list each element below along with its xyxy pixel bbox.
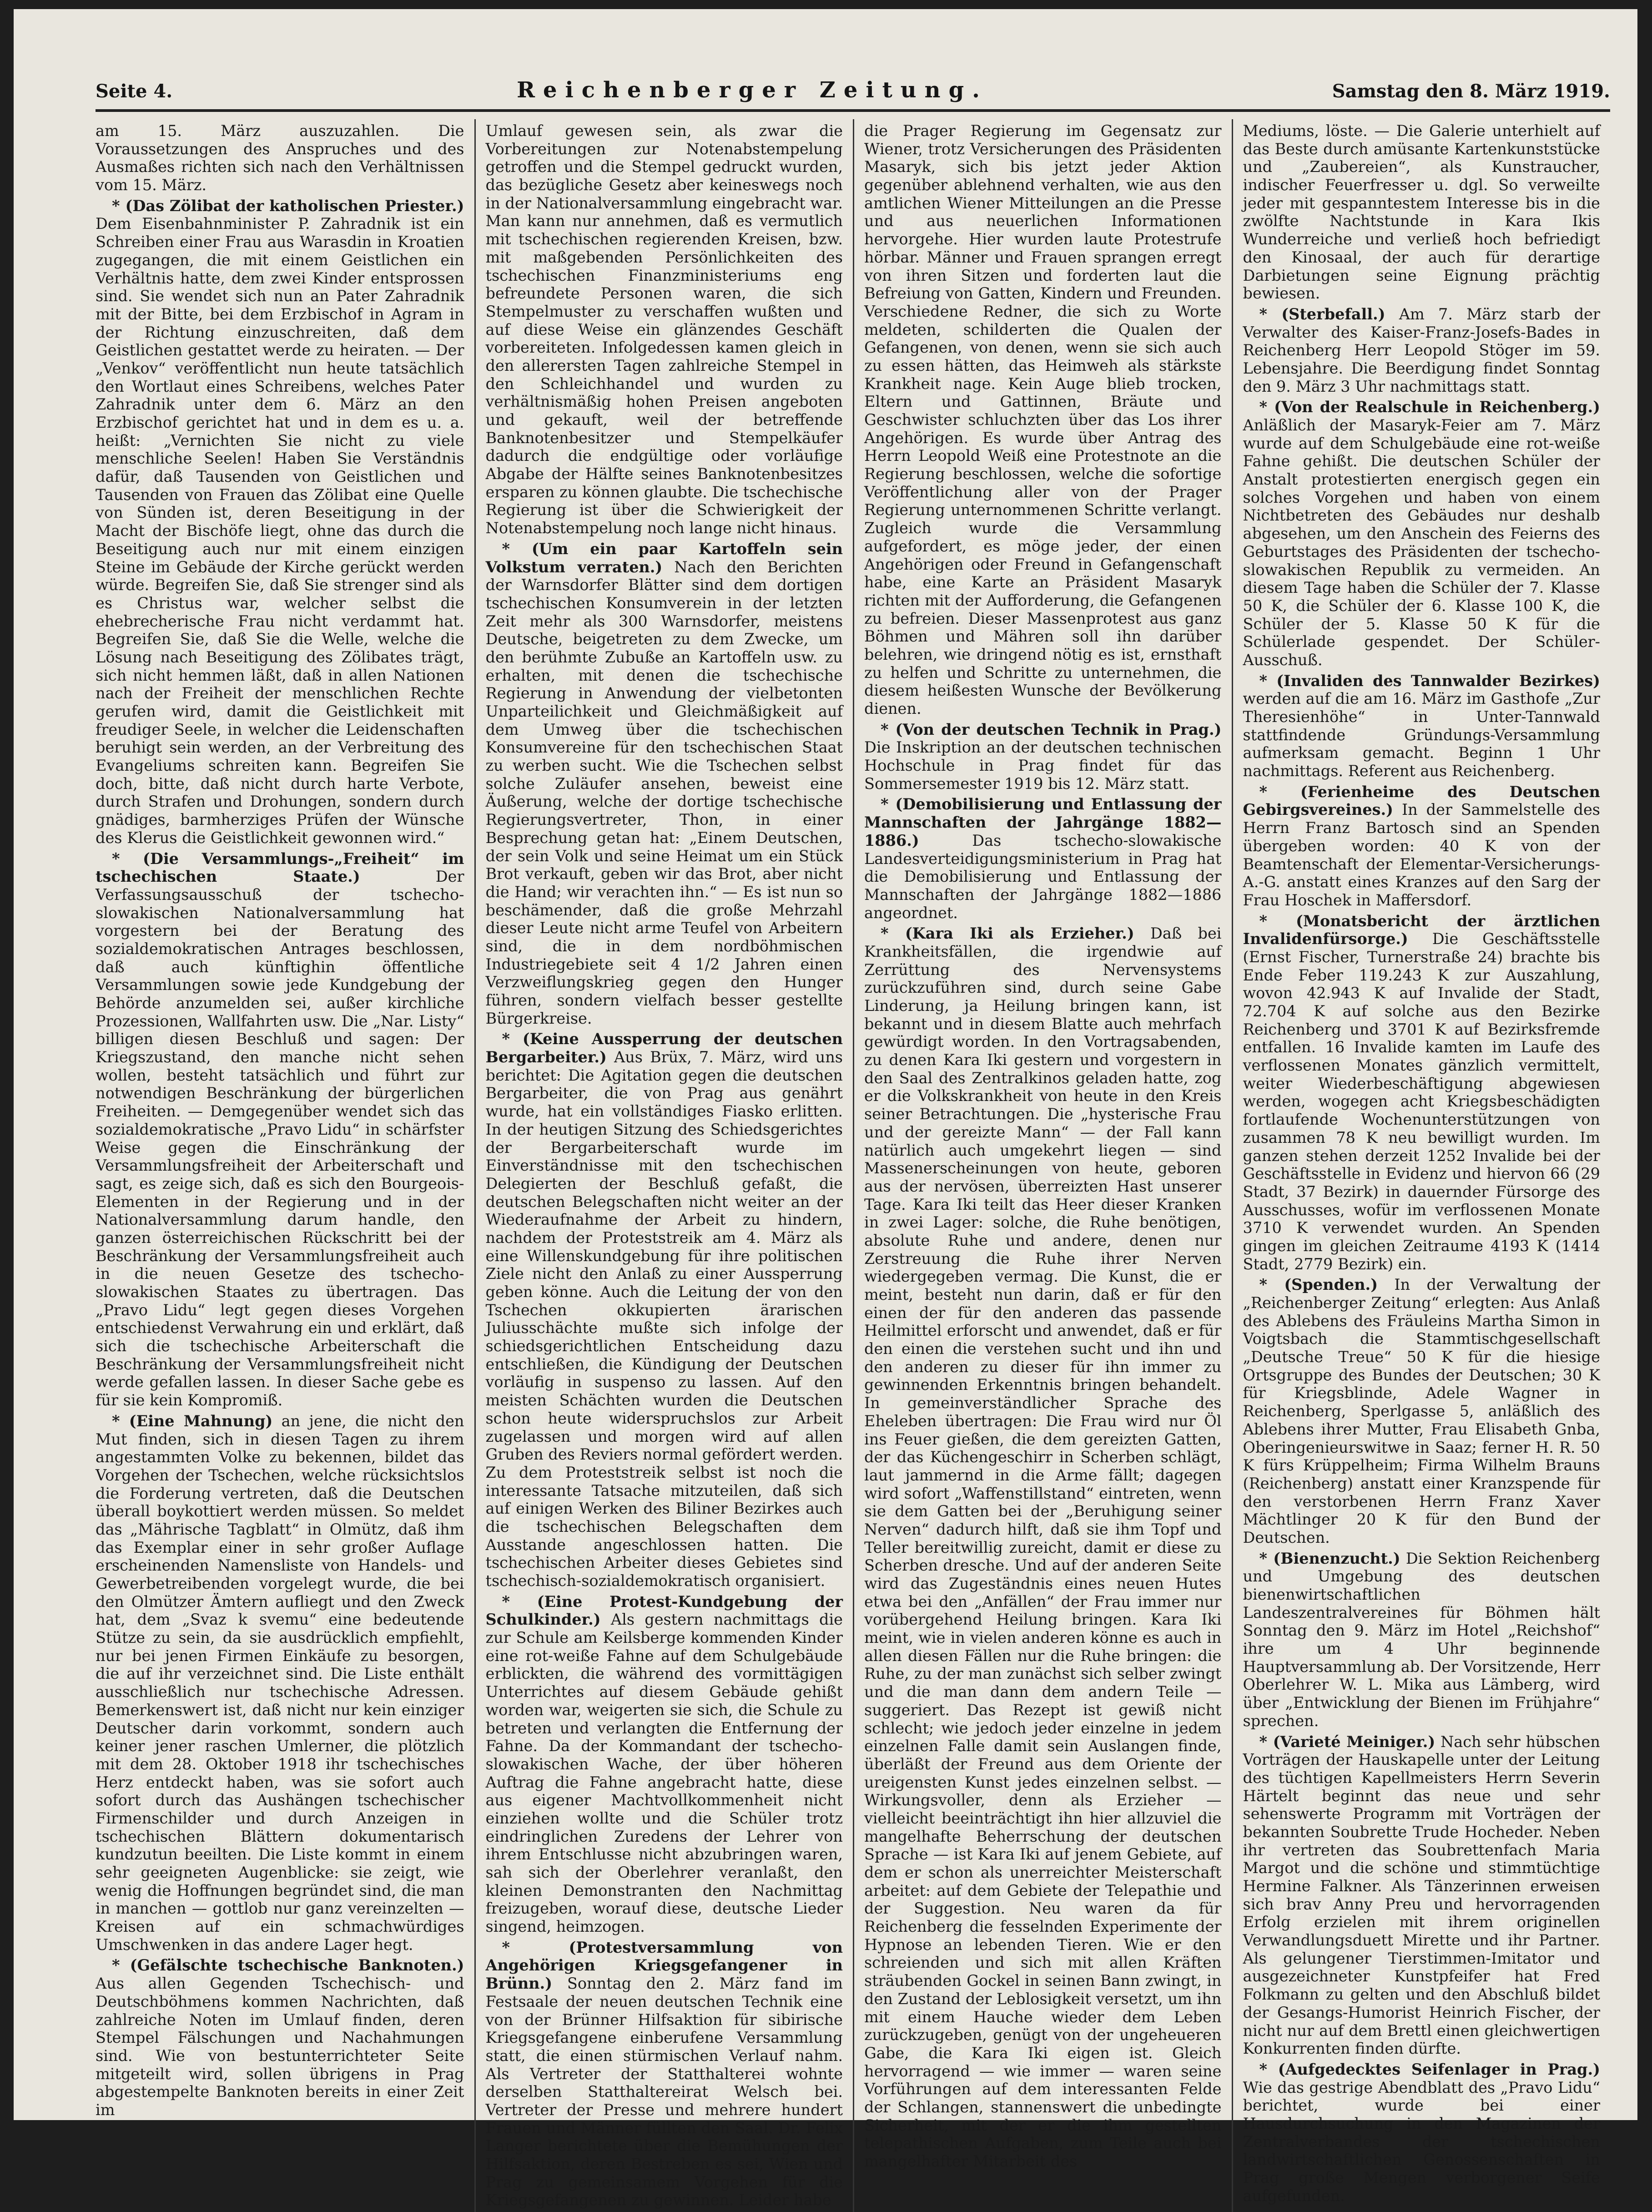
article-text: Als gestern nachmittags die zur Schule am Keilsberge kommenden Kinder eine rot-weiße Fahne auf dem Schulgebäude erblickten, die während des vormittägigen Unterrichtes auf diesem Gebäude gehißt worden war, weigerten sie sich, die Schule zu betreten und verlangten die Entfernung der Fahne. Da der Kommandant der tschecho-slowakischen Wache, der über höheren Auftrag die Fahne angebracht hatte, diese aus eigener Machtvollkommenheit nicht einziehen wollte und die Schüler trotz eindringlichen Zuredens der Lehrer von ihrem Entschlusse nicht abzubringen waren, sah sich der Oberlehrer veranlaßt, den kleinen Demonstranten den Nachmittag freizugeben, worauf diese, deutsche Lieder singend, heimzogen. [485,1611,843,1936]
article-text: Daß bei Krankheitsfällen, die irgendwie auf Zerrüttung des Nervensystems zurückzuführen sind, durch seine Gabe Linderung, ja Heilung bringen kann, ist bekannt und in diesem Blatte auch mehrfach gewürdigt worden. In den Vortragsabenden, zu denen Kara Iki gestern und vorgestern in den Saal des Zentralkinos geladen hatte, zog er die Volkskrankheit von heute in den Kreis seiner Betrachtungen. Die „hysterische Frau und der gereizte Mann“ — der Fall kann natürlich auch umgekehrt liegen — sind Massenerscheinungen von heute, geboren aus der nervösen, überreizten Hast unserer Tage. Kara Iki teilt das Heer dieser Kranken in zwei Lager: solche, die Ruhe benötigen, absolute Ruhe und andere, denen nur Zerstreuung die Ruhe ihrer Nerven wiedergegeben vermag. Die Kunst, die er meint, besteht nun darin, daß er für den einen der für den anderen das passende Heilmittel erforscht und anwendet, daß er für den einen die verstehen sucht und ihn und den anderen zu dieser für ihn immer zu gewinnenden Erkenntnis bringen behandelt. In gemeinverständlicher Sprache des Eheleben übertragen: Die Frau wird nur Öl ins Feuer gießen, die dem gereizten Gatten, der das Küchengeschirr in Scherben schlägt, laut jammernd in die Arme fällt; dagegen wird sofort „Waffenstillstand“ eintreten, wenn sie dem Gatten bei der „Beruhigung seiner Nerven“ dadurch hilft, daß sie ihm Topf und Teller bereitwillig zureicht, damit er diese zu Scherben dresche. Und auf der anderen Seite wird das Zugeständnis eines neuen Hutes etwa bei den „Anfällen“ der Frau immer nur vorübergehend Heilung bringen. Kara Iki meint, wie in vielen anderen könne es auch in allen diesen Fällen nur die Ruhe bringen: die Ruhe, zu der man zunächst sich selber zwingt und die man dann dem andern Teile — suggeriert. Das Rezept ist gewiß nicht schlecht; wie jedoch jeder einzelne in jedem einzelnen Falle damit sein Auslangen finde, überläßt der Freund aus dem Oriente der ureigensten Kunst jedes einzelnen selbst. — Wirkungsvoller, denn als Erzieher — vielleicht beeinträchtigt ihn hier allzuviel die mangelhafte Beherrschung der deutschen Sprache — ist Kara Iki auf jenem Gebiete, auf dem er schon als unerreichter Meisterschaft arbeitet: auf dem Gebiete der Telepathie und der Suggestion. Neu waren da für Reichenberg die fesselnden Experimente der Hypnose an lebenden Tieren. Wie er den schreienden und sich mit allen Kräften sträubenden Gockel in seinen Bann zwingt, in den Zustand der Leblosigkeit versetzt, um ihn mit einem Hauche wieder dem Leben zurückzugeben, genügt von der ungeheueren Gabe, die Kara Iki eigen ist. Gleich hervorragend — wie immer — waren seine Vorführungen auf dem interessanten Felde der Schlangen, stannenswert die unbedingte Sicherheit, mit der er die ihm gestellten telepathischen Aufgaben, zum Teile auch bei mangelhafter Mitarbeit des [864,924,1222,2170]
article-text: werden auf die am 16. März im Gasthofe „Zur Theresienhöhe“ in Unter-Tannwald stattfindende Gründungs-Versammlung aufmerksam gemacht. Beginn 1 Uhr nachmittags. Referent aus Reichenberg. [1243,690,1600,780]
article-paragraph [96,1956,464,2119]
article-paragraph [1243,305,1601,395]
newspaper-title: Reichenberger Zeitung. [517,77,988,103]
article-text: Mediums, löste. — Die Galerie unterhielt auf das Beste durch amüsante Kartenkunststücke und „Zaubereien“, als Kunstraucher, indischer Feuerfresser u. dgl. So verweilte jeder mit gespanntestem Interesse bis in die zwölfte Nachtstunde in Kara Ikis Wunderreiche und verließ hoch befriedigt den Kinosaal, der auch für derartige Darbietungen seine Eignung prächtig bewiesen. [1243,122,1600,303]
article-paragraph [96,1412,464,1954]
article-heading: * (Eine Protest-Kundgebung der Schulkinder.) [485,1592,843,1629]
article-paragraph [1243,912,1601,1273]
article-heading: * (Demobilisierung und Entlassung der Mannschaften der Jahrgänge 1882—1886.) [864,795,1222,849]
article-paragraph [486,1593,843,1936]
article-paragraph [1243,2060,1601,2205]
article-text: Sonntag den 2. März fand im Festsaale der neuen deutschen Technik eine von der Brünner Hilfsaktion für sibirische Kriegsgefangene einberufene Versammlung statt, die einen stürmischen Verlauf nahm. Als Vertreter der Statthalterei wohnte derselben Statthaltereirat Welsch bei. Vertreter der Presse und mehrere hundert Frauen und Männer füllten den Saal. Dr. Felix Langer berichtete über die Bemühungen der Hilfsaktion, deren Bestreben es sei, Wien und Prag zu gemeinsamem Vorgehen für die Kriegsgefangenen zu gewinnen. Leider habe [485,1975,843,2209]
article-text: Anläßlich der Masaryk-Feier am 7. März wurde auf dem Schulgebäude eine rot-weiße Fahne gehißt. Die deutschen Schüler der Anstalt protestierten energisch gegen ein solches Vorgehen und haben von einem Nichtbetreten des Gebäudes nur deshalb abgesehen, um den Anschein des Feierns des Geburtstages des Präsidenten der tschecho-slowakischen Republik zu vermeiden. An diesem Tage haben die Schüler der 7. Klasse 50 K, die Schüler der 6. Klasse 100 K, die Schüler der 5. Klasse 50 K für die Schülerlade gespendet. Der Schüler-Ausschuß. [1243,416,1600,669]
issue-date: Samstag den 8. März 1919. [1332,81,1610,102]
article-heading: * (Um ein paar Kartoffeln sein Volkstum verraten.) [485,540,843,576]
article-text: In der Verwaltung der „Reichenberger Zeitung“ erlegten: Aus Anlaß des Ablebens des Fräuleins Martha Simon in Voigtsbach die Stammtischgesellschaft „Deutsche Treue“ 50 K für die hiesige Ortsgruppe des Bundes der Deutschen; 30 K für Kriegsblinde, Adele Wagner in Reichenberg, Sperlgasse 5, anläßlich des Ablebens ihrer Mutter, Frau Elisabeth Gnba, Oberingenieurswitwe in Saaz; ferner H. R. 50 K fürs Krüppelheim; Firma Wilhelm Brauns (Reichenberg) anstatt einer Kranzspende für den verstorbenen Herrn Franz Xaver Mächtlinger 20 K für den Bund der Deutschen. [1243,1276,1600,1546]
article-heading: * (Bienenzucht.) [1259,1549,1400,1567]
article-paragraph [1243,672,1601,780]
column-3 [853,119,1232,2212]
column-2 [474,119,853,2212]
article-heading: * (Ferienheime des Deutschen Gebirgsvereines.) [1243,783,1600,819]
article-heading: * (Das Zölibat der katholischen Priester.) [112,197,464,215]
article-columns [96,119,1610,2209]
article-text: In der Sammelstelle des Herrn Franz Bartosch sind an Spenden übergeben worden: 40 K von der Beamtenschaft der Elementar-Versicherungs-A.-G. anstatt eines Kranzes auf den Sarg der Frau Hoschek in Maffersdorf. [1243,801,1600,909]
article-text: Das tschecho-slowakische Landesverteidigungsministerium in Prag hat die Demobilisierung und Entlassung der Mannschaften der Jahrgänge 1882—1886 angeordnet. [864,831,1222,922]
article-heading: * (Eine Mahnung) [112,1412,273,1430]
article-paragraph [864,924,1222,2170]
article-text: Am 7. März starb der Verwalter des Kaiser-Franz-Josefs-Bades in Reichenberg Herr Leopold Stöger im 59. Lebensjahre. Die Beerdigung findet Sonntag den 9. März 3 Uhr nachmittags statt. [1243,305,1601,395]
article-text: Die Sektion Reichenberg und Umgebung des deutschen bienenwirtschaftlichen Landeszentralvereines für Böhmen hält Sonntag den 9. März im Hotel „Reichshof“ ihre um 4 Uhr beginnende Hauptversammlung ab. Der Vorsitzende, Herr Oberlehrer W. L. Mika aus Lämberg, wird über „Entwicklung der Bienen im Frühjahre“ sprechen. [1243,1549,1600,1730]
article-text: an jene, die nicht den Mut finden, sich in diesen Tagen zu ihrem angestammten Volke zu bekennen, bildet das Vorgehen der Tschechen, welche rücksichtslos die Forderung vertreten, daß die Deutschen überall boykottiert werden müssen. So meldet das „Mährische Tagblatt“ in Olmütz, daß ihm das Exemplar einer in sehr großer Auflage erscheinenden Namensliste von Handels- und Gewerbetreibenden vorgelegt wurde, die bei den Olmützer Ämtern aufliegt und den Zweck hat, dem „Svaz k svemu“ eine bedeutende Stütze zu sein, da sie ausdrücklich empfiehlt, nur bei jenen Firmen Einkäufe zu besorgen, die auf ihr verzeichnet sind. Die Liste enthält ausschließlich nur tschechische Adressen. Bemerkenswert ist, daß nicht nur kein einziger Deutscher darin vorkommt, sondern auch keiner jener raschen Umlerner, die plötzlich mit dem 28. Oktober 1918 ihr tschechisches Herz entdeckt haben, was sie sofort auch sofort durch das Aushängen tschechischer Firmenschilder und durch Anzeigen in tschechischen Blättern dokumentarisch kundzutun beeilten. Die Liste kommt in einem sehr geeigneten Augenblicke: sie zeigt, wie wenig die Hoffnungen begründet sind, die man in manchen — gottlob nur ganz vereinzelten — Kreisen auf ein schmachwürdiges Umschwenken in das andere Lager hegt. [96,1412,464,1954]
article-heading: * (Invaliden des Tannwalder Bezirkes) [1259,672,1600,690]
article-paragraph [1243,122,1601,303]
article-paragraph [1243,783,1601,909]
article-heading: * (Spenden.) [1259,1276,1378,1294]
article-paragraph [864,122,1222,718]
article-text: Aus Brüx, 7. März, wird uns berichtet: Die Agitation gegen die deutschen Bergarbeiter, die von Prag aus genährt wurde, hat ein vollständiges Fiasko erlitten. In der heutigen Sitzung des Schiedsgerichtes der Bergarbeiterschaft wurde im Einverständnisse mit den tschechischen Delegierten der Beschluß gefaßt, die deutschen Belegschaften nicht weiter an der Wiederaufnahme der Arbeit zu hindern, nachdem der Proteststreik am 4. März als eine Willenskundgebung für ihre politischen Ziele nicht den Anlaß zu einer Aussperrung geben könne. Auch die Leitung der von den Tschechen okkupierten ärarischen Juliusschächte mußte sich infolge der schiedsgerichtlichen Entscheidung dazu entschließen, die Kündigung der Deutschen vorläufig in suspenso zu lassen. Auf den meisten Schächten wurden die Deutschen schon heute widerspruchslos zur Arbeit zugelassen und morgen wird auf allen Gruben des Reviers normal gefördert werden. Zu dem Proteststreik selbst ist noch die interessante Tatsache mitzuteilen, daß sich auf einigen Werken des Biliner Bezirkes auch die tschechischen Belegschaften dem Ausstande angeschlossen hatten. Die tschechischen Arbeiter dieses Gebietes sind tschechisch-sozialdemokratisch organisiert. [485,1048,843,1590]
article-paragraph [96,122,464,194]
article-paragraph [1243,398,1601,669]
article-text: Umlauf gewesen sein, als zwar die Vorbereitungen zur Notenabstempelung getroffen und die Stempel gedruckt wurden, das bezügliche Gesetz aber keineswegs noch in der Nationalversammlung eingebracht war. Man kann nur annehmen, daß es vermutlich mit tschechischen regierenden Kreisen, bzw. mit maßgebenden Persönlichkeiten des tschechischen Finanzministeriums eng befreundete Personen waren, die sich Stempelmuster zu verschaffen wußten und auf diese Weise ein glänzendes Geschäft vorbereiteten. Infolgedessen kamen gleich in den allerersten Tagen zahlreiche Stempel in den Schleichhandel und wurden zu verhältnismäßig hohen Preisen angeboten und gekauft, weil der betreffende Banknotenbesitzer und Stempelkäufer dadurch die endgültige oder vorläufige Abgabe der Hälfte seines Banknotenbesitzes ersparen zu können glaubte. Die tschechische Regierung ist über die Schwierigkeit der Notenabstempelung noch lange nicht hinaus. [485,122,843,537]
article-heading: * (Gefälschte tschechische Banknoten.) [112,1956,464,1975]
article-heading: * (Keine Aussperrung der deutschen Bergarbeiter.) [485,1030,843,1066]
article-text: Wie das gestrige Abendblatt des „Pravo Lidu“ berichtet, wurde bei einer Hausdurchsuchung in den Magazinen der Zentralverbandes der tschechischen landwirtschaftlichen Genossenschaften in Prag große Mengen verborgener Seife aufgefunden. [1243,2078,1600,2205]
article-text: Der Verfassungsausschuß der tschecho-slowakischen Nationalversammlung hat vorgestern bei der Beratung des sozialdemokratischen Antrages beschlossen, daß auch künftighin öffentliche Versammlungen sowie jede Kundgebung der Behörde anzumelden sei, außer kirchliche Prozessionen, Wallfahrten usw. Die „Nar. Listy“ billigen diesen Beschluß und sagen: Der Kriegszustand, den manche nicht sehen wollen, besteht tatsächlich und führt zur notwendigen Beschränkung der bürgerlichen Freiheiten. — Demgegenüber wendet sich das sozialdemokratische „Pravo Lidu“ in schärfster Weise gegen die Einschränkung der Versammlungsfreiheit der Arbeiterschaft und sagt, es zeige sich, daß es sich den Bourgeois-Elementen in der Regierung und in der Nationalversammlung darum handle, den ganzen österreichischen Rückschritt bei der Beschränkung der Versammlungsfreiheit auch in die neuen Gesetze des tschecho-slowakischen Staates zu übertragen. Das „Pravo Lidu“ legt gegen dieses Vorgehen entschiedenst Verwahrung ein und erklärt, daß sich die tschechische Arbeiterschaft die Beschränkung der Versammlungsfreiheit nicht werde gefallen lassen. In dieser Sache gebe es für sie kein Kompromiß. [96,868,464,1409]
article-heading: * (Von der Realschule in Reichenberg.) [1259,398,1600,416]
article-text: am 15. März auszuzahlen. Die Voraussetzungen des Anspruches und des Ausmaßes richten sich nach den Verhältnissen vom 15. März. [96,122,464,194]
article-heading: * (Varieté Meiniger.) [1259,1732,1435,1751]
article-paragraph [486,1030,843,1590]
article-text: die Prager Regierung im Gegensatz zur Wiener, trotz Versicherungen des Präsidenten Masaryk, sich bis jetzt jeder Aktion gegenüber ablehnend verhalten, wie aus den amtlichen Wiener Mitteilungen an die Presse und aus neuerlichen Informationen hervorgehe. Hier wurden laute Protestrufe hörbar. Männer und Frauen sprangen erregt von ihren Sitzen und forderten laut die Befreiung von Gatten, Kindern und Freunden. Verschiedene Redner, die sich zu Worte meldeten, schilderten die Qualen der Gefangenen, von denen, wenn sie sich auch zu essen hätten, das Heimweh als stärkste Krankheit nage. Kein Auge blieb trocken, Eltern und Gattinnen, Bräute und Geschwister schluchzten über das Los ihrer Angehörigen. Es wurde über Antrag des Herrn Leopold Weiß eine Protestnote an die Regierung beschlossen, welche die sofortige Veröffentlichung aller von der Prager Regierung unternommenen Schritte verlangt. Zugleich wurde die Versammlung aufgefordert, es möge jeder, der einen Angehörigen oder Freund in Gefangenschaft habe, eine Karte an Präsident Masaryk richten mit der Aufforderung, die Gefangenen zu befreien. Dieser Massenprotest aus ganz Böhmen und Mähren soll ihn darüber belehren, wie dringend nötig es ist, ernsthaft zu helfen und Schritte zu unternehmen, die diesem heißesten Wunsche der Bevölkerung dienen. [864,122,1222,717]
page-header [96,77,1610,112]
article-paragraph [486,540,843,1028]
column-1 [96,119,474,2212]
article-heading: * (Die Versammlungs-„Freiheit“ im tschechischen Staate.) [96,849,464,886]
article-paragraph [864,795,1222,922]
article-text: Die Inskription an der deutschen technischen Hochschule in Prag findet für das Sommersemester 1919 bis 12. März statt. [864,738,1222,793]
article-paragraph [1243,1550,1601,1730]
page-number: Seite 4. [96,81,173,102]
article-text: Nach den Berichten der Warnsdorfer Blätter sind dem dortigen tschechischen Konsumverein in der letzten Zeit mehr als 300 Warnsdorfer, meistens Deutsche, beigetreten zu dem Zwecke, um den berühmte Zubuße an Kartoffeln usw. zu erhalten, mit denen die tschechische Regierung in Anwendung der vielbetonten Unparteilichkeit und Gleichmäßigkeit auf dem Umweg über die tschechischen Konsumvereine für den tschechischen Staat zu werben sucht. Wie die Tschechen selbst solche Zuläufer ansehen, beweist eine Äußerung, welche der dortige tschechische Regierungsvertreter, Thon, in einer Besprechung getan hat: „Einem Deutschen, der sein Volk und seine Heimat um ein Stück Brot verkauft, geben wir das Brot, aber nicht die Hand; wir verachten ihn.“ — Es ist nun so beschämender, daß die große Mehrzahl dieser Leute nicht arme Teufel von Arbeitern sind, die in dem nordböhmischen Industriegebiete seit 4 1/2 Jahren einen Verzweiflungskrieg gegen den Hunger führen, sondern vielfach besser gestellte Bürgerkreise. [485,558,843,1027]
article-heading: * (Von der deutschen Technik in Prag.) [881,720,1222,738]
article-paragraph [1243,1276,1601,1546]
article-paragraph [96,197,464,847]
article-paragraph [96,850,464,1409]
article-text: Dem Eisenbahnminister P. Zahradnik ist ein Schreiben einer Frau aus Warasdin in Kroatien zugegangen, die mit einem Geistlichen ein Verhältnis hatte, dem zwei Kinder entsprossen sind. Sie wendet sich nun an Pater Zahradnik mit der Bitte, bei dem Erzbischof in Agram in der Richtung einzuschreiten, daß dem Geistlichen gestattet werde zu heiraten. — Der „Venkov“ veröffentlicht nun heute tatsächlich den Wortlaut eines Schreibens, welches Pater Zahradnik unter dem 6. März an den Erzbischof gerichtet hat und in dem es u. a. heißt: „Vernichten Sie nicht zu viele menschliche Seelen! Haben Sie Verständnis dafür, daß Tausenden von Geistlichen und Tausenden von Frauen das Zölibat eine Quelle von Sünden ist, deren Beseitigung in der Macht der Bischöfe liegt, ohne das durch die Beseitigung auch nur mit einem einzigen Steine im Gebäude der Kirche gerückt werden würde. Begreifen Sie, daß Sie strenger sind als es Christus war, welcher selbst die ehebrecherische Frau nicht verdammt hat. Begreifen Sie, daß Sie die Welle, welche die Lösung nach Beseitigung des Zölibates trägt, sich nicht hemmen läßt, daß in allen Nationen nach der Freiheit der menschlichen Rechte gerufen wird, damit die Geistlichkeit mit freudiger Seele, in welcher die Leidenschaften beruhigt sein werden, an der Verbreitung des Evangeliums schreiten kann. Begreifen Sie doch, bitte, daß nicht durch harte Verbote, durch Strafen und Drohungen, sondern durch gnädiges, barmherziges Prüfen der Wünsche des Klerus die Geistlichkeit gewonnen wird.“ [96,215,464,847]
article-heading: * (Kara Iki als Erzieher.) [881,924,1134,943]
article-heading: * (Protestversammlung von Angehörigen Kriegsgefangener in Brünn.) [485,1938,843,1993]
article-paragraph [1243,1733,1601,2058]
article-paragraph [486,122,843,537]
article-paragraph [864,721,1222,793]
article-paragraph [486,1939,843,2209]
article-text: Aus allen Gegenden Tschechisch- und Deutschböhmens kommen Nachrichten, daß zahlreiche Noten im Umlauf finden, deren Stempel Fälschungen und Nachahmungen sind. Wie von bestunterrichteter Seite mitgeteilt wird, sollen übrigens in Prag abgestempelte Banknoten bereits in einer Zeit im [96,1975,464,2119]
article-heading: * (Monatsbericht der ärztlichen Invalidenfürsorge.) [1243,912,1600,948]
column-4 [1232,119,1611,2212]
article-text: Nach sehr hübschen Vorträgen der Hauskapelle unter der Leitung des tüchtigen Kapellmeisters Herrn Severin Härtelt beginnt das neue und sehr sehenswerte Programm mit Vorträgen der bekannten Soubrette Trude Hocheder. Neben ihr vertreten das Soubrettenfach Maria Margot und die schöne und stimmtüchtige Hermine Falkner. Als Tänzerinnen erweisen sich brav Anny Preu und hervorragenden Erfolg erzielen mit ihrem originellen Verwandlungsduett Mirette und ihr Partner. Als gelungener Tierstimmen-Imitator und ausgezeichneter Kunstpfeifer hat Fred Folkmann zu gelten und den Abschluß bildet der Gesangs-Humorist Heinrich Fischer, der nicht nur auf dem Brettl einen gleichwertigen Konkurrenten finden dürfte. [1243,1732,1600,2058]
article-text: Die Geschäftsstelle (Ernst Fischer, Turnerstraße 24) brachte bis Ende Feber 119.243 K zur Auszahlung, wovon 42.943 K auf Invalide der Stadt, 72.704 K auf solche aus den Bezirke Reichenberg und 3701 K auf Bezirksfremde entfallen. 16 Invalide kamten im Laufe des verflossenen Monates gänzlich vermittelt, weiter Wiederbeschäftigung abgewiesen werden, wogegen acht Kriegsbeschädigten fortlaufende Wochenunterstützungen von zusammen 78 K neu bewilligt wurden. Im ganzen stehen derzeit 1252 Invalide bei der Geschäftsstelle in Evidenz und hiervon 66 (29 Stadt, 37 Bezirk) in dauernder Fürsorge des Ausschusses, wofür im verflossenen Monate 3710 K verwendet wurden. An Spenden gingen im gleichen Zeitraume 4193 K (1414 Stadt, 2779 Bezirk) ein. [1243,930,1600,1273]
article-heading: * (Sterbefall.) [1259,305,1385,323]
newspaper-page [14,9,1637,2209]
article-heading: * (Aufgedecktes Seifenlager in Prag.) [1259,2060,1600,2078]
